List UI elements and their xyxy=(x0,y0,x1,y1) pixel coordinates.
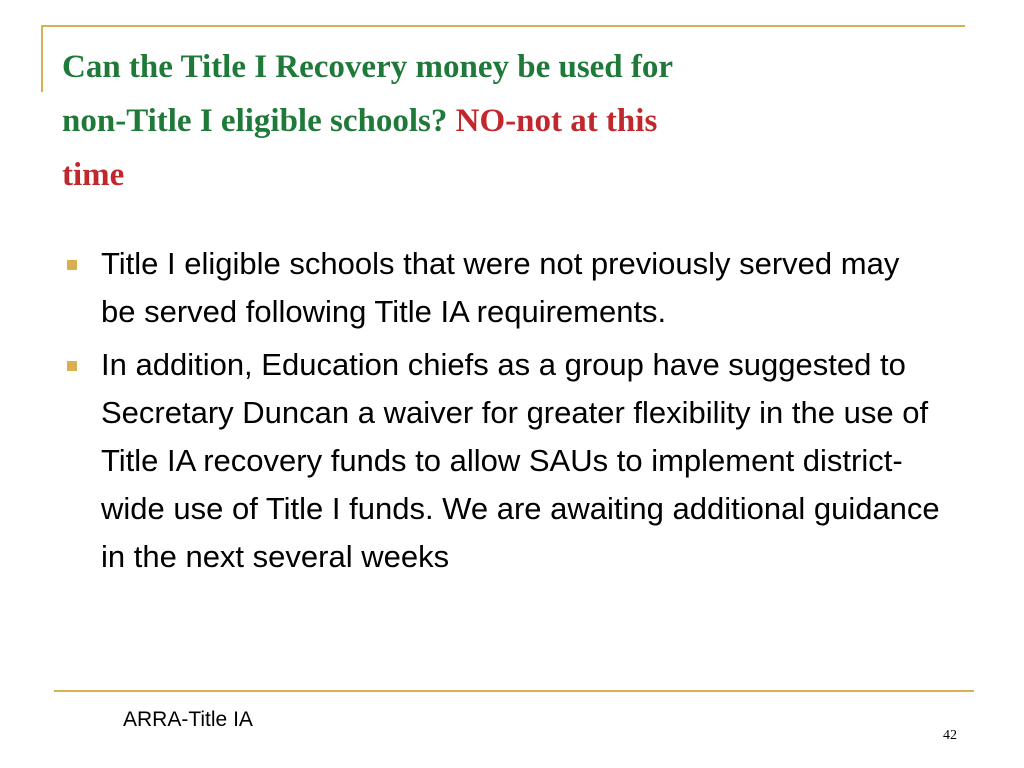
bullet-list xyxy=(62,240,942,586)
square-bullet-icon xyxy=(67,260,77,270)
footer-label: ARRA-Title IA xyxy=(123,708,253,731)
footer-rule xyxy=(54,690,974,692)
square-bullet-icon xyxy=(67,361,77,371)
title-answer: NO-not at this xyxy=(455,103,658,139)
bullet-text-2: In addition, Education chiefs as a group have suggested to Secretary Duncan a waiver for greater flexibility in the use of Title IA recovery funds to allow SAUs to implement district-wide use of Title I funds. We are awaiting additional guidance in the next several weeks xyxy=(101,347,940,574)
page-number: 42 xyxy=(943,728,957,743)
title-answer-continued: time xyxy=(62,157,125,193)
slide-title xyxy=(62,40,962,202)
title-line-2: non-Title I eligible schools? xyxy=(62,103,448,139)
top-rule xyxy=(41,25,965,27)
title-line-1: Can the Title I Recovery money be used for xyxy=(62,49,674,85)
bullet-item-2 xyxy=(62,341,942,581)
bullet-text-1: Title I eligible schools that were not previously served may be served following Title IA requirements. xyxy=(101,246,900,329)
bullet-item-1 xyxy=(62,240,942,336)
left-rule xyxy=(41,25,43,92)
